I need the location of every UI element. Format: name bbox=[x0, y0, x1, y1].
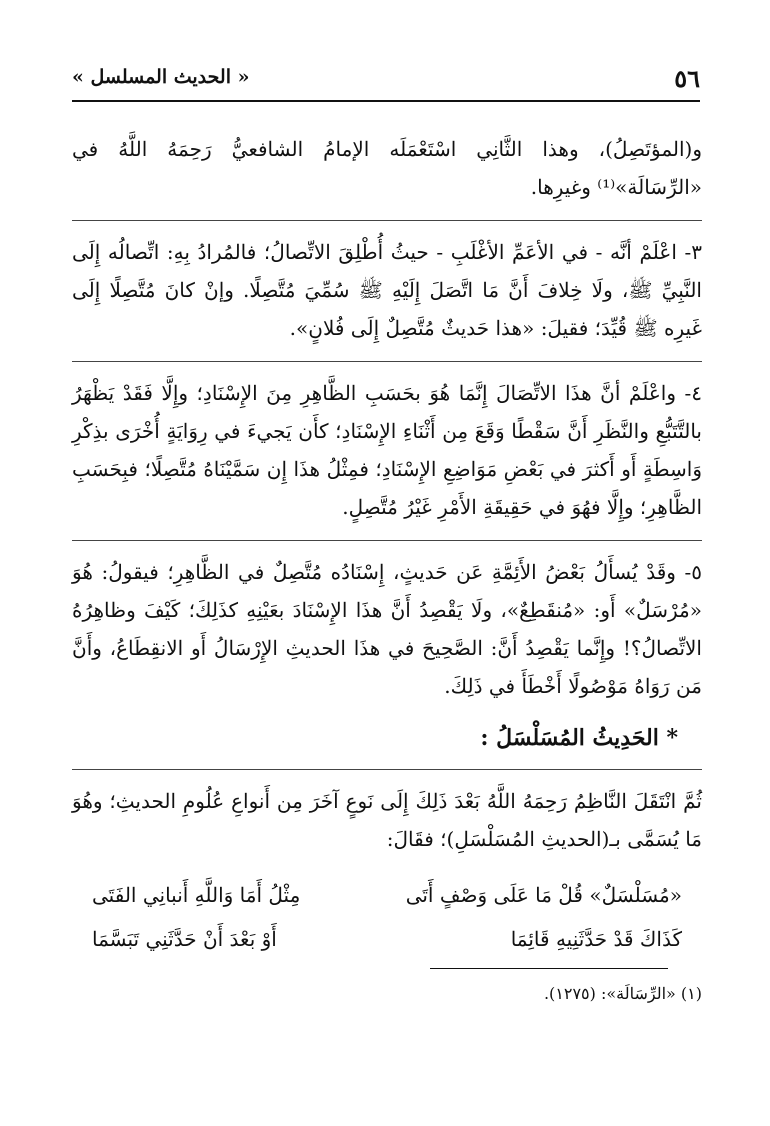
section-heading: * الحَدِيثُ المُسَلْسَلُ : bbox=[480, 725, 678, 751]
paragraph-1: و(المؤتَصِلُ)، وهذا الثَّانِي اسْتَعْمَلَه الإمامُ الشافعيُّ رَحِمَهُ اللَّهُ في «الرِّسَالَة»⁽¹⁾ وغيرِها. bbox=[72, 137, 702, 199]
verse-second-hemistich: أَوْ بَعْدَ أَنْ حَدَّثَنِي تَبَسَّمَا bbox=[92, 927, 277, 951]
paragraph-2: ٣- اعْلَمْ أنَّه - في الأعَمِّ الأغْلَبِ - حيثُ أُطْلِقَ الاتِّصالُ؛ فالمُرادُ بِهِ: اتِّصالُه إِلَى النَّبِيِّ ﷺ، ولَا خِلافَ أَنَّ مَا اتَّصَلَ إِلَيْهِ ﷺ سُمِّيَ مُتَّصِلًا. وإنْ كانَ مُتَّصِلًا إِلَى غَيرِه ﷺ قُيِّدَ؛ فقيلَ: «هذا حَديثٌ مُتَّصِلٌ إِلَى فُلانٍ». bbox=[72, 240, 702, 340]
verse-second-hemistich: مِثْلُ أَمَا وَاللَّهِ أَنبانِي الفَتَى bbox=[92, 883, 301, 907]
heading-divider bbox=[72, 769, 702, 770]
paragraph-3: ٤- واعْلَمْ أنَّ هذَا الاتِّصَالَ إِنَّمَا هُوَ بحَسَبِ الظَّاهِرِ مِنَ الإِسْنَادِ؛ وإِلَّا فَقَدْ يَظْهَرُ بالتَّتَبُّعِ والنَّظَرِ أَنَّ سَقْطًا وَقَعَ مِن أَثْنَاءِ الإِسْنَادِ؛ كأَن يَجيءَ في رِوَايَةٍ أُخْرَى بذِكْرِ وَاسِطَةٍ أَو أَكثرَ في بَعْضِ مَوَاضِعِ الإِسْنَادِ؛ فمِثْلُ هذَا إِن سَمَّيْنَاهُ مُتَّصِلًا؛ فبِحَسَبِ الظَّاهِرِ؛ وإِلَّا فهُوَ في حَقِيقَةِ الأَمْرِ غَيْرُ مُتَّصِلٍ. bbox=[72, 381, 702, 519]
verse-line bbox=[92, 920, 682, 960]
verse-line bbox=[92, 876, 682, 916]
paragraph-divider bbox=[72, 361, 702, 362]
paragraph-divider bbox=[72, 540, 702, 541]
paragraph-4: ٥- وقَدْ يُسأَلُ بَعْضُ الأَئِمَّةِ عَن حَديثٍ، إِسْنَادُه مُتَّصِلٌ في الظَّاهِرِ؛ فيقولُ: هُوَ «مُرْسَلٌ» أَو: «مُنقَطِعٌ»، ولَا يَقْصِدُ أَنَّ هذَا الإِسْنَادَ بعَيْنِهِ كذَلِكَ؛ كَيْفَ وظاهِرُهُ الاتِّصالُ؟! وإِنَّما يَقْصِدُ أَنَّ: الصَّحِيحَ في هذَا الحديثِ الإِرْسَالُ أَو الانقِطَاعُ، وأَنَّ مَن رَوَاهُ مَوْصُولًا أَخْطَأَ في ذَلِكَ. bbox=[72, 560, 702, 698]
verse-first-hemistich: «مُسَلْسَلٌ» قُلْ مَا عَلَى وَصْفٍ أَتَى bbox=[405, 883, 682, 907]
paragraph-divider bbox=[72, 220, 702, 221]
poem-verses bbox=[72, 876, 702, 972]
page-header bbox=[72, 58, 700, 98]
running-title: « الحديث المسلسل » bbox=[72, 66, 250, 88]
footnote-rule bbox=[430, 968, 668, 969]
footnote: (١) «الرِّسَالَة»: (١٢٧٥). bbox=[543, 984, 702, 1003]
header-rule bbox=[72, 100, 700, 102]
section-intro: ثُمَّ انْتَقَلَ النَّاظِمُ رَحِمَهُ اللَّهُ بَعْدَ ذَلِكَ إِلَى نَوعٍ آخَرَ مِن أَنواعِ عُلُومِ الحديثِ؛ وهُوَ مَا يُسَمَّى بـ(الحديثِ المُسَلْسَلِ)؛ فقَالَ: bbox=[72, 789, 702, 851]
page-body bbox=[72, 130, 702, 972]
page-number: ٥٦ bbox=[674, 64, 700, 93]
verse-first-hemistich: كَذَاكَ قَدْ حَدَّثَنِيهِ قَائِمَا bbox=[510, 927, 682, 951]
